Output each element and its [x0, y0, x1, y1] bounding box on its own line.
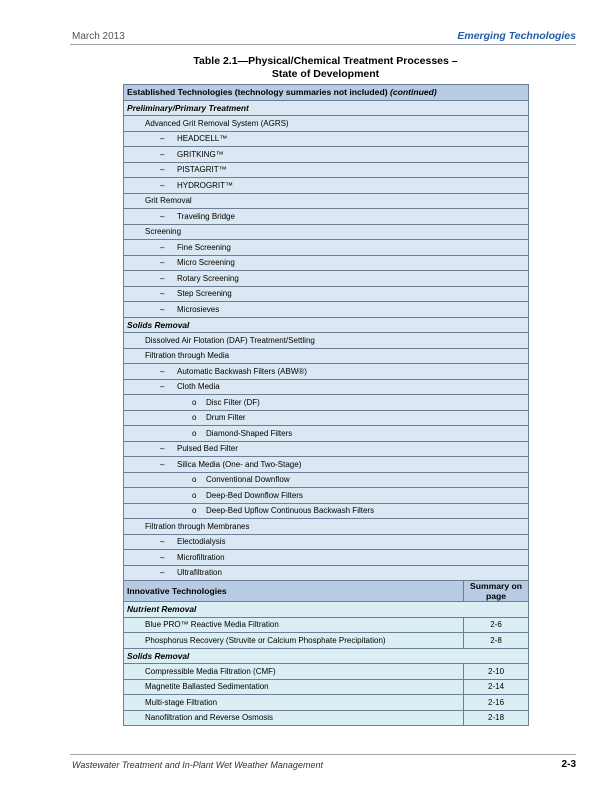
established-band-suffix: (continued) [389, 87, 437, 98]
dash-marker: – [160, 211, 165, 221]
dash-marker: – [160, 552, 165, 562]
table-row [124, 550, 529, 566]
category-row [124, 648, 529, 664]
table-row [124, 116, 529, 132]
membrane-item: Microfiltration [177, 552, 225, 562]
table-row [124, 565, 529, 581]
table-row [124, 240, 529, 256]
summary-page: 2-16 [464, 695, 529, 711]
screening-item: Fine Screening [177, 242, 231, 252]
footer-title: Wastewater Treatment and In-Plant Wet Weather Management [72, 760, 323, 770]
screening-item: Micro Screening [177, 258, 235, 268]
table-row [124, 534, 529, 550]
cloth-item: Diamond-Shaped Filters [206, 428, 293, 438]
dash-marker: – [160, 366, 165, 376]
cloth-item: Disc Filter (DF) [206, 397, 260, 407]
table-row [124, 255, 529, 271]
agrs-item: PISTAGRIT™ [177, 165, 227, 175]
technology-name: Magnetite Ballasted Sedimentation [124, 679, 464, 695]
header-section-title: Emerging Technologies [457, 30, 576, 42]
dash-marker: – [160, 258, 165, 268]
table-row [124, 710, 529, 726]
footer-rule [70, 754, 576, 755]
bullet-marker: o [192, 397, 197, 407]
bullet-marker: o [192, 490, 197, 500]
table-row [124, 348, 529, 364]
dash-marker: – [160, 444, 165, 454]
screening-item: Rotary Screening [177, 273, 239, 283]
table-row [124, 379, 529, 395]
silica-item: Conventional Downflow [206, 475, 290, 485]
footer-page-number: 2-3 [561, 759, 576, 770]
category-row [124, 100, 529, 116]
header-date: March 2013 [72, 31, 125, 42]
nutrient-title: Nutrient Removal [124, 602, 529, 618]
agrs-item: GRITKING™ [177, 149, 224, 159]
technology-name: Nanofiltration and Reverse Osmosis [124, 710, 464, 726]
table-row [124, 410, 529, 426]
table-row [124, 503, 529, 519]
summary-page-header: Summary on page [464, 581, 529, 602]
table-row [124, 333, 529, 349]
membrane-item: Electodialysis [177, 537, 226, 547]
dash-marker: – [160, 273, 165, 283]
table-row [124, 633, 529, 649]
table-title-line2: State of Development [271, 68, 380, 80]
screening-label: Screening [124, 224, 529, 240]
table-title [123, 55, 528, 81]
table-row [124, 162, 529, 178]
bullet-marker: o [192, 475, 197, 485]
category-row [124, 317, 529, 333]
dash-marker: – [160, 537, 165, 547]
daf-label: Dissolved Air Flotation (DAF) Treatment/Settling [124, 333, 529, 349]
cloth-media-label: Cloth Media [177, 382, 220, 392]
table-row [124, 178, 529, 194]
silica-item: Deep-Bed Upflow Continuous Backwash Filters [206, 506, 375, 516]
dash-marker: – [160, 568, 165, 578]
established-band [124, 85, 529, 101]
dash-marker: – [160, 304, 165, 314]
table-row [124, 302, 529, 318]
summary-page: 2-6 [464, 617, 529, 633]
media-filtration-label: Filtration through Media [124, 348, 529, 364]
bullet-marker: o [192, 413, 197, 423]
preliminary-title: Preliminary/Primary Treatment [124, 100, 529, 116]
technology-name: Multi-stage Filtration [124, 695, 464, 711]
table-row [124, 617, 529, 633]
table-row [124, 224, 529, 240]
table-row [124, 441, 529, 457]
table-row [124, 147, 529, 163]
pulsed-bed-label: Pulsed Bed Filter [177, 444, 238, 454]
table-row [124, 488, 529, 504]
table-row [124, 286, 529, 302]
summary-page: 2-18 [464, 710, 529, 726]
table-row [124, 457, 529, 473]
table-row [124, 695, 529, 711]
innovative-solids-title: Solids Removal [124, 648, 529, 664]
table-row [124, 679, 529, 695]
table-row [124, 193, 529, 209]
cloth-item: Drum Filter [206, 413, 246, 423]
membrane-item: Ultrafiltration [177, 568, 222, 578]
agrs-label: Advanced Grit Removal System (AGRS) [124, 116, 529, 132]
table-row [124, 209, 529, 225]
grit-removal-label: Grit Removal [124, 193, 529, 209]
dash-marker: – [160, 382, 165, 392]
silica-media-label: Silica Media (One- and Two-Stage) [177, 459, 302, 469]
table-title-line1: Table 2.1—Physical/Chemical Treatment Processes – [193, 55, 458, 67]
agrs-item: HEADCELL™ [177, 134, 228, 144]
agrs-item: HYDROGRIT™ [177, 180, 233, 190]
dash-marker: – [160, 165, 165, 175]
innovative-band-row [124, 581, 529, 602]
established-band-label: Established Technologies (technology summaries not included) [127, 87, 390, 98]
silica-item: Deep-Bed Downflow Filters [206, 490, 303, 500]
bullet-marker: o [192, 428, 197, 438]
dash-marker: – [160, 149, 165, 159]
membranes-label: Filtration through Membranes [124, 519, 529, 535]
dash-marker: – [160, 459, 165, 469]
table-row [124, 395, 529, 411]
category-row [124, 602, 529, 618]
dash-marker: – [160, 242, 165, 252]
table-row [124, 364, 529, 380]
summary-page: 2-10 [464, 664, 529, 680]
established-band-row [124, 85, 529, 101]
table-row [124, 271, 529, 287]
treatment-processes-table [123, 84, 529, 726]
technology-name: Phosphorus Recovery (Struvite or Calcium Phosphate Precipitation) [124, 633, 464, 649]
table-row [124, 519, 529, 535]
innovative-band: Innovative Technologies [124, 581, 464, 602]
bullet-marker: o [192, 506, 197, 516]
dash-marker: – [160, 289, 165, 299]
screening-item: Step Screening [177, 289, 232, 299]
grit-item: Traveling Bridge [177, 211, 235, 221]
table-row [124, 426, 529, 442]
dash-marker: – [160, 134, 165, 144]
technology-name: Compressible Media Filtration (CMF) [124, 664, 464, 680]
technology-name: Blue PRO™ Reactive Media Filtration [124, 617, 464, 633]
dash-marker: – [160, 180, 165, 190]
abw-label: Automatic Backwash Filters (ABW®) [177, 366, 307, 376]
header-rule [70, 44, 576, 45]
screening-item: Microsieves [177, 304, 220, 314]
summary-page: 2-14 [464, 679, 529, 695]
solids-title: Solids Removal [124, 317, 529, 333]
table-row [124, 664, 529, 680]
table-row [124, 131, 529, 147]
table-row [124, 472, 529, 488]
summary-page: 2-8 [464, 633, 529, 649]
